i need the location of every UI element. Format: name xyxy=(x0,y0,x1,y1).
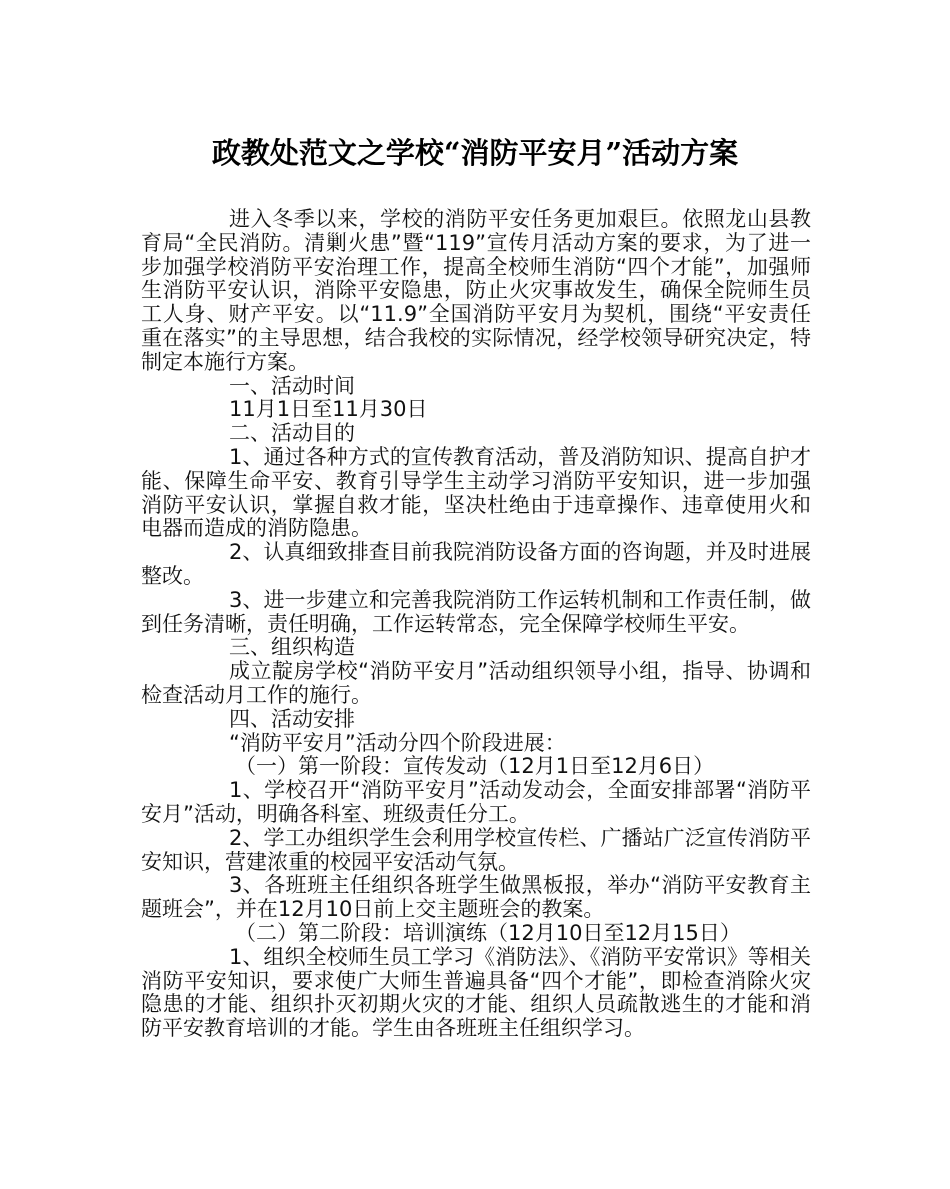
section-heading-time: 一、活动时间 xyxy=(229,373,355,398)
activity-period: 11月1日至11月30日 xyxy=(229,397,428,422)
organization-paragraph: 成立靛房学校“消防平安月”活动组织领导小组，指导、协调和检查活动月工作的施行。 xyxy=(141,659,811,707)
purpose-item-1: 1、通过各种方式的宣传教育活动，普及消防知识、提高自护才能、保障生命平安、教育引导学生主动学习消防平安知识，进一步加强消防平安认识，掌握自救才能，坚决杜绝由于违章操作、违章使用火和电器而造成的消防隐患。 xyxy=(141,444,811,541)
phase-2-item-1: 1、组织全校师生员工学习《消防法》、《消防平安常识》等相关消防平安知识，要求使广大师生普遍具备“四个才能”，即检查消除火灾隐患的才能、组织扑灭初期火灾的才能、组织人员疏散逃生的才能和消防平安教育培训的才能。学生由各班班主任组织学习。 xyxy=(141,944,811,1041)
purpose-item-2: 2、认真细致排查目前我院消防设备方面的咨询题，并及时进展整改。 xyxy=(141,540,811,588)
intro-paragraph: 进入冬季以来，学校的消防平安任务更加艰巨。依照龙山县教育局“全民消防。清剿火患”暨“119”宣传月活动方案的要求，为了进一步加强学校消防平安治理工作，提高全校师生消防“四个才能”，加强师生消防平安认识，消除平安隐患，防止火灾事故发生，确保全院师生员工人身、财产平安。以“11.9”全国消防平安月为契机，围绕“平安责任 重在落实”的主导思想，结合我校的实际情况，经学校领导研究决定，特制定本施行方案。 xyxy=(141,207,811,374)
section-heading-arrangement: 四、活动安排 xyxy=(229,706,355,731)
document-body xyxy=(141,208,811,1041)
phase-1-item-1: 1、学校召开“消防平安月”活动发动会，全面安排部署“消防平安月”活动，明确各科室、班级责任分工。 xyxy=(141,778,811,826)
section-heading-organization: 三、组织构造 xyxy=(229,635,355,660)
arrangement-intro: “消防平安月”活动分四个阶段进展： xyxy=(229,730,566,755)
phase-1-item-3: 3、各班班主任组织各班学生做黑板报，举办“消防平安教育主题班会”，并在12月10日前上交主题班会的教案。 xyxy=(141,873,811,922)
purpose-item-3: 3、进一步建立和完善我院消防工作运转机制和工作责任制，做到任务清晰，责任明确，工作运转常态，完全保障学校师生平安。 xyxy=(141,587,811,636)
phase-1-heading: （一）第一阶段：宣传发动（12月1日至12月6日） xyxy=(235,754,715,779)
phase-1-item-2: 2、学工办组织学生会利用学校宣传栏、广播站广泛宣传消防平安知识，营建浓重的校园平安活动气氛。 xyxy=(141,825,811,874)
page-title: 政教处范文之学校“消防平安月”活动方案 xyxy=(211,136,739,170)
phase-2-heading: （二）第二阶段：培训演练（12月10日至12月15日） xyxy=(235,920,741,945)
section-heading-purpose: 二、活动目的 xyxy=(229,421,355,446)
